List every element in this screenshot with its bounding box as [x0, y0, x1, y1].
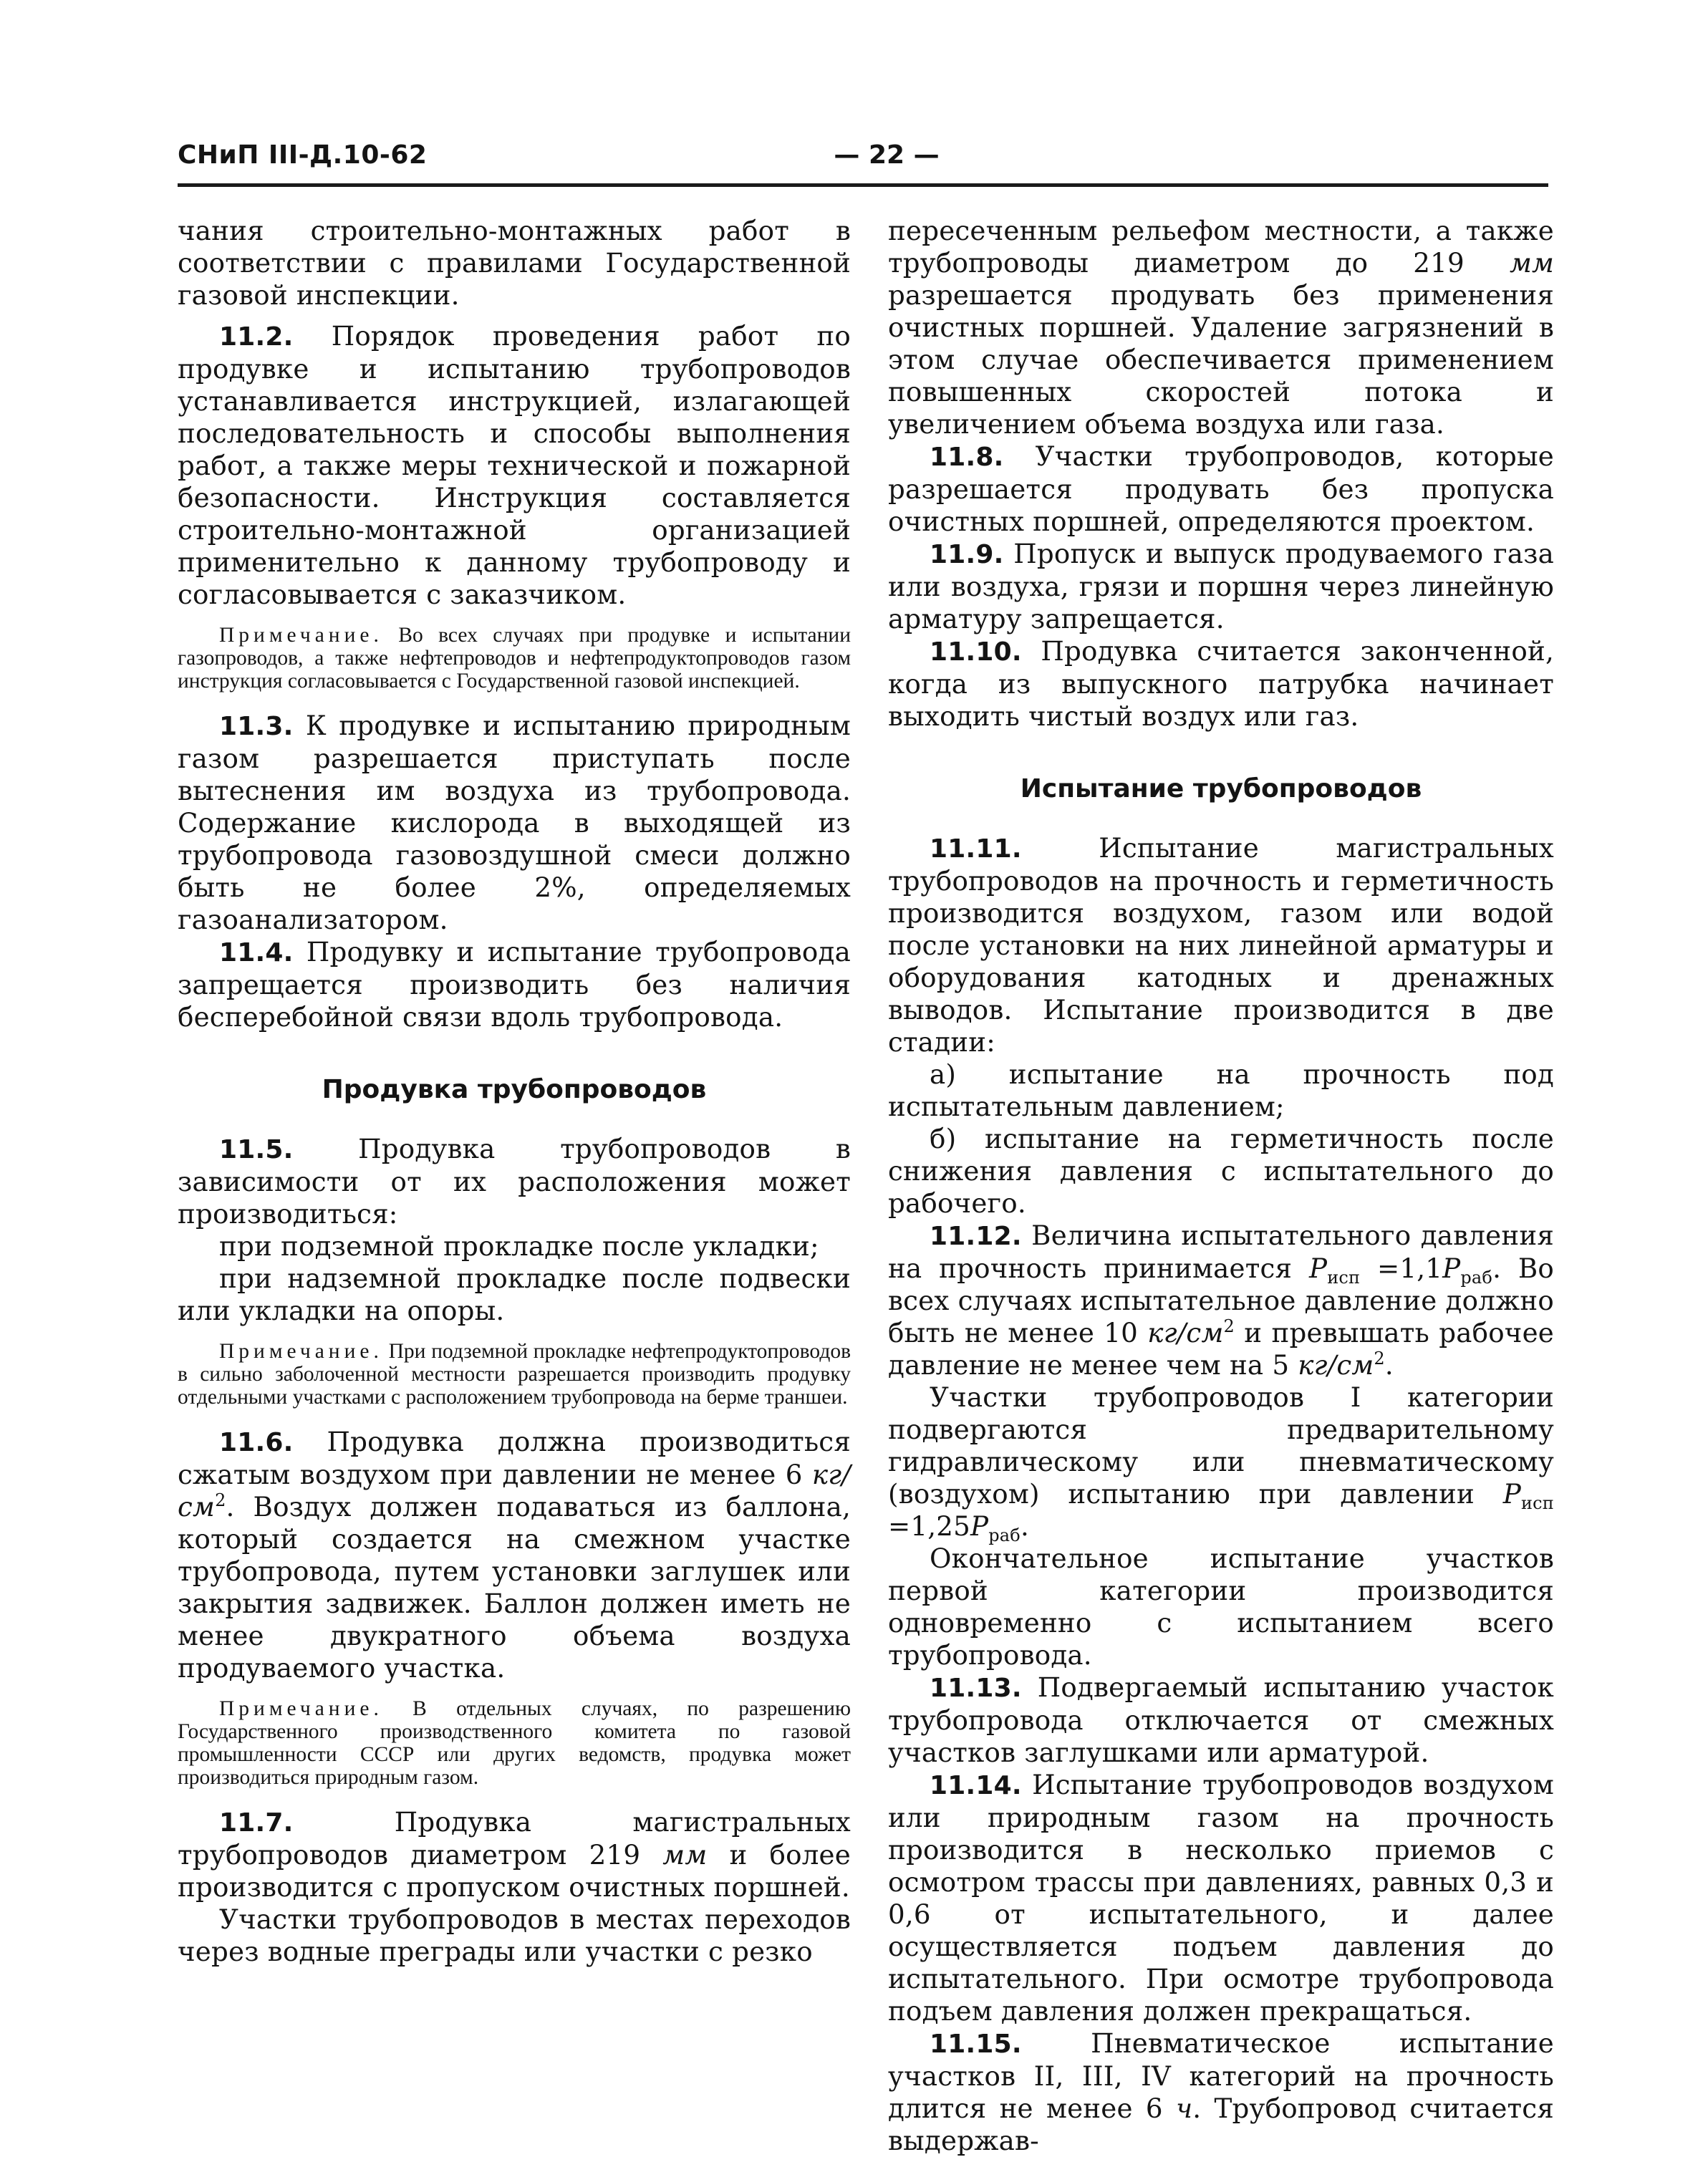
final-test-paragraph: Окончательное испытание участков первой категории производится одновременно с испытанием всего трубопровода.	[888, 1543, 1554, 1671]
note-1: Примечание. Во всех случаях при продувке и испытании газопроводов, а также нефтепроводов и нефтепродуктопроводов газом инструкция согласовывается с Государственной газовой инспекцией.	[178, 624, 851, 693]
document-code: СНиП III-Д.10-62	[178, 140, 428, 170]
section-11-7: 11.7. Продувка магистральных трубопроводов диаметром 219 мм и более производится с пропуском очистных поршней.	[178, 1806, 851, 1903]
section-11-10: 11.10. Продувка считается законченной, когда из выпускного патрубка начинает выходить чистый воздух или газ.	[888, 635, 1554, 732]
note-3: Примечание. В отдельных случаях, по разрешению Государственного производственного комитета по газовой промышленности СССР или других ведомств, продувка может производиться природным газом.	[178, 1697, 851, 1789]
category-1-paragraph: Участки трубопроводов I категории подвергаются предварительному гидравлическому или пневматическому (воздухом) испытанию при давлении $P_{исп} =1,25P_{раб}$.	[888, 1381, 1554, 1545]
page-header	[178, 140, 1548, 187]
section-11-14: 11.14. Испытание трубопроводов воздухом или природным газом на прочность производится в несколько приемов с осмотром трассы при давлениях, равных 0,3 и 0,6 от испытательного, и далее осуществляется подъем давления до испытательного. При осмотре трубопровода подъем давления должен прекращаться.	[888, 1769, 1554, 2027]
heading-blowing: Продувка трубопроводов	[322, 1075, 707, 1104]
section-11-4: 11.4. Продувку и испытание трубопровода запрещается производить без наличия бесперебойной связи вдоль трубопровода.	[178, 936, 851, 1033]
section-11-2: 11.2. Порядок проведения работ по продувке и испытанию трубопроводов устанавливается инструкцией, излагающей последовательность и способы выполнения работ, а также меры технической и пожарной безопасности. Инструкция составляется строительно-монтажной организацией применительно к данному трубопроводу и согласовывается с заказчиком.	[178, 320, 851, 610]
section-11-5: 11.5. Продувка трубопроводов в зависимости от их расположения может производиться:	[178, 1133, 851, 1230]
page-number: — 22 —	[834, 140, 940, 170]
section-11-11-item-a: а) испытание на прочность под испытательным давлением;	[888, 1058, 1554, 1122]
section-11-15: 11.15. Пневматическое испытание участков II, III, IV категорий на прочность длится не менее 6 ч. Трубопровод считается выдержав-	[888, 2027, 1554, 2156]
left-column	[178, 215, 851, 1977]
continued-paragraph-right: пересеченным рельефом местности, а также трубопроводы диаметром до 219 мм разрешается продувать без применения очистных поршней. Удаление загрязнений в этом случае обеспечивается применением повышенных скоростей потока и увеличением объема воздуха или газа.	[888, 215, 1555, 440]
section-11-5-item-b: при надземной прокладке после подвески или укладки на опоры.	[178, 1263, 851, 1326]
section-11-13: 11.13. Подвергаемый испытанию участок трубопровода отключается от смежных участков заглушками или арматурой.	[888, 1671, 1554, 1768]
right-column	[888, 215, 1554, 2157]
section-11-6: 11.6. Продувка должна производиться сжатым воздухом при давлении не менее 6 $кг/см^2$. Воздух должен подаваться из баллона, который создается на смежном участке трубопровода, путем установки заглушек или закрытия задвижек. Баллон должен иметь не менее двукратного объема воздуха продуваемого участка.	[178, 1426, 851, 1684]
section-11-9: 11.9. Пропуск и выпуск продуваемого газа или воздуха, грязи и поршня через линейную арматуру запрещается.	[888, 538, 1554, 634]
section-11-11: 11.11. Испытание магистральных трубопроводов на прочность и герметичность производится воздухом, газом или водой после установки на них линейной арматуры и оборудования катодных и дренажных выводов. Испытание производится в две стадии:	[888, 832, 1554, 1058]
section-11-5-item-a: при подземной прокладке после укладки;	[219, 1230, 819, 1262]
note-2: Примечание. При подземной прокладке нефтепродуктопроводов в сильно заболоченной местности разрешается производить продувку отдельными участками с расположением трубопровода на берме траншеи.	[178, 1340, 851, 1409]
section-11-8: 11.8. Участки трубопроводов, которые разрешается продувать без пропуска очистных поршней, определяются проектом.	[888, 440, 1554, 537]
continued-paragraph: чания строительно-монтажных работ в соответствии с правилами Государственной газовой инспекции.	[178, 215, 851, 311]
section-11-3: 11.3. К продувке и испытанию природным газом разрешается приступать после вытеснения им воздуха из трубопровода. Содержание кислорода в выходящей из трубопровода газовоздушной смеси должно быть не более 2%, определяемых газоанализатором.	[178, 710, 851, 935]
section-11-12: 11.12. Величина испытательного давления на прочность принимается $P_{исп} =1,1P_{раб}$. Во всех случаях испытательное давление должно быть не менее 10 $кг/см^2$ и превышать рабочее давление не менее чем на 5 $кг/см^2$.	[888, 1220, 1554, 1381]
heading-testing: Испытание трубопроводов	[1020, 774, 1422, 804]
section-11-11-item-b: б) испытание на герметичность после снижения давления с испытательного до рабочего.	[888, 1123, 1554, 1219]
sites-paragraph: Участки трубопроводов в местах переходов через водные преграды или участки с резко	[178, 1903, 851, 1967]
